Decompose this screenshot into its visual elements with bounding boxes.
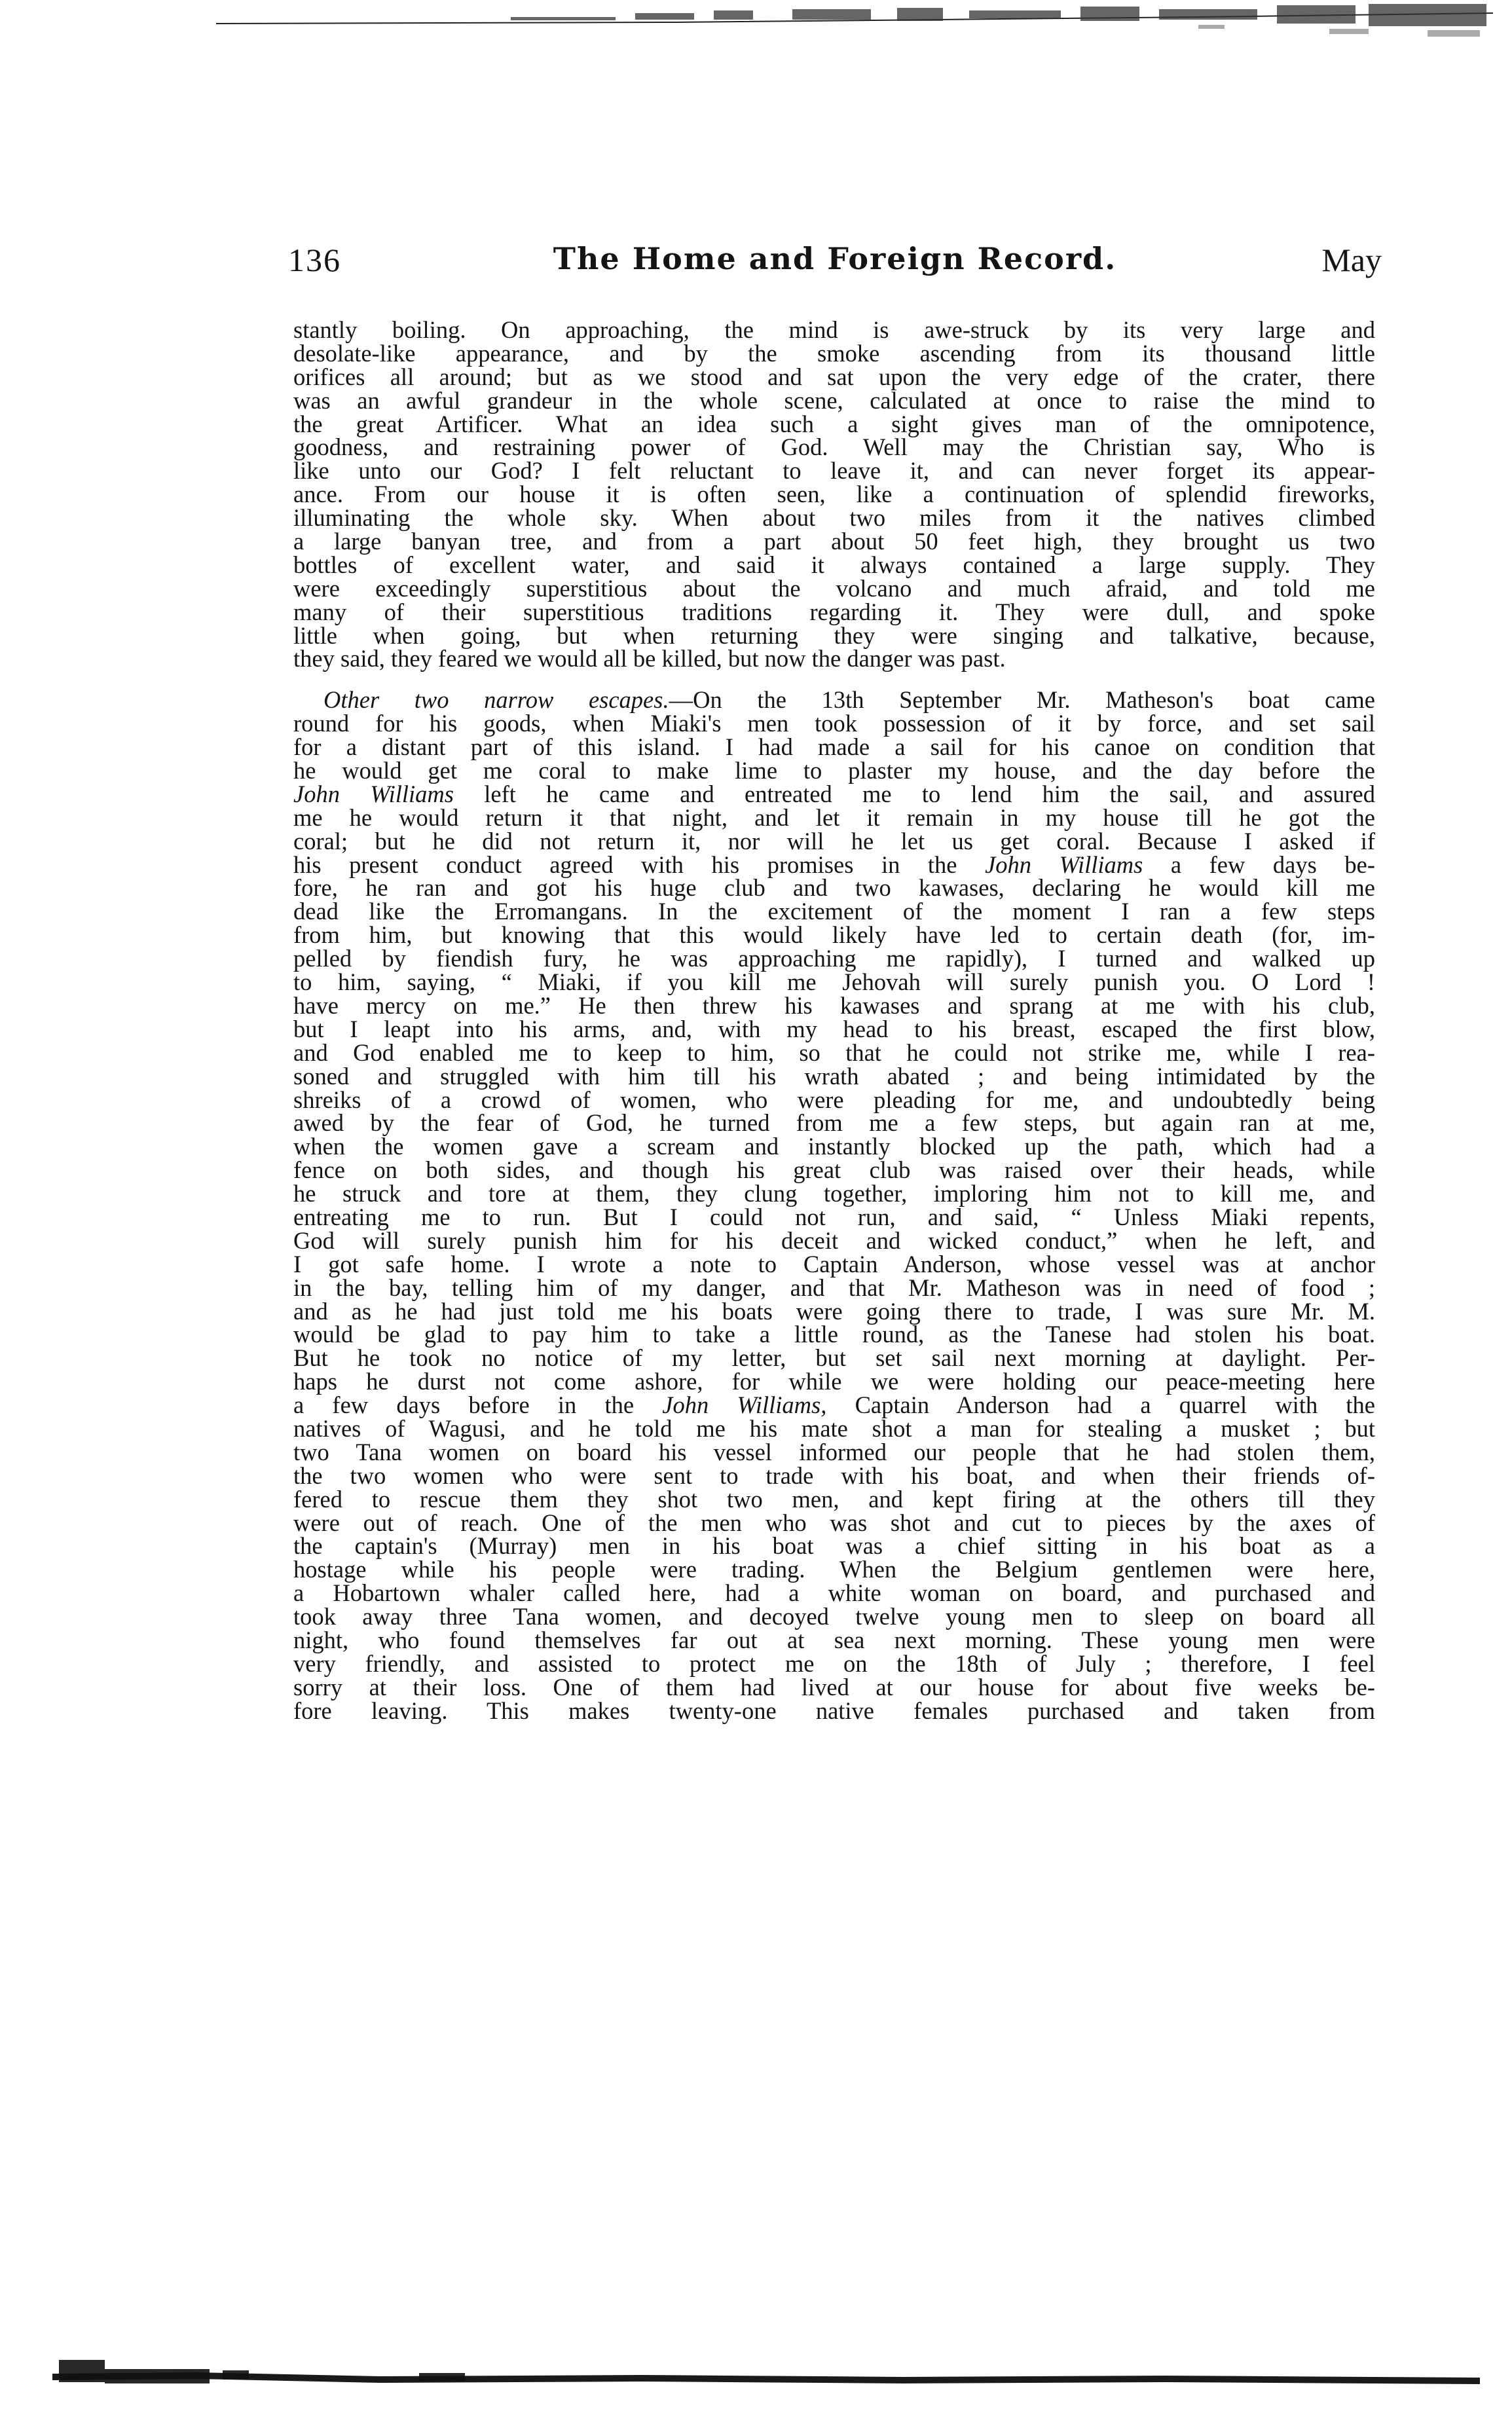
text-run: Captain Anderson had a quarrel with the [826,1391,1376,1419]
text-line [293,782,1375,806]
text-line: stantly boiling. On approaching, the mind is awe-struck by its very large and [293,316,1375,343]
text-line: but I leapt into his arms, and, with my head to his breast, escaped the first blow, [293,1015,1375,1042]
text-line: a Hobartown whaler called here, had a white woman on board, and purchased and [293,1579,1375,1607]
text-line: goodness, and restraining power of God. Well may the Christian say, Who is [293,433,1375,461]
text-line: the captain's (Murray) men in his boat was a chief sitting in his boat as a [293,1532,1375,1560]
text-run: left he came and entreated me to lend him the sail, and assured [453,780,1375,807]
text-line: haps he durst not come ashore, for while we were holding our peace-meeting here [293,1368,1375,1395]
text-line: like unto our God? I felt reluctant to leave it, and can never forget its appear- [293,457,1375,485]
text-line: pelled by fiendish fury, he was approaching me rapidly), I turned and walked up [293,945,1375,972]
text-line: were out of reach. One of the men who was shot and cut to pieces by the axes of [293,1509,1375,1536]
text-line: were exceedingly superstitious about the volcano and much afraid, and told me [293,574,1375,602]
text-line: from him, but knowing that this would likely have led to certain death (for, im- [293,921,1375,949]
text-line: would be glad to pay him to take a little round, as the Tanese had stolen his boat. [293,1321,1375,1348]
text-line: and as he had just told me his boats were going there to trade, I was sure Mr. M. [293,1297,1375,1325]
text-line: sorry at their loss. One of them had lived at our house for about five weeks be- [293,1673,1375,1701]
text-line: entreating me to run. But I could not run, and said, “ Unless Miaki repents, [293,1203,1375,1230]
paragraph [293,318,1375,671]
text-line: ance. From our house it is often seen, like a continuation of splendid fireworks, [293,481,1375,508]
text-line: awed by the fear of God, he turned from me a few steps, but again ran at me, [293,1109,1375,1137]
text-line: for a distant part of this island. I had made a sail for his canoe on condition that [293,733,1375,761]
paragraph-gap [293,671,1375,688]
text-line: he struck and tore at them, they clung together, imploring him not to kill me, and [293,1180,1375,1207]
text-line: shreiks of a crowd of women, who were pleading for me, and undoubtedly being [293,1086,1375,1113]
paragraph [293,688,1375,1722]
text-line: fore leaving. This makes twenty-one native females purchased and taken from [293,1697,1375,1724]
text-line: desolate-like appearance, and by the smoke ascending from its thousand little [293,339,1375,367]
text-line: took away three Tana women, and decoyed twelve young men to sleep on board all [293,1603,1375,1630]
ship-name: John Williams [985,851,1143,878]
text-line: coral; but he did not return it, nor will he let us get coral. Because I asked if [293,827,1375,855]
text-run: —On the 13th September Mr. Matheson's boat came [669,686,1375,714]
text-line [293,688,1375,712]
text-line: round for his goods, when Miaki's men took possession of it by force, and set sail [293,710,1375,737]
text-line: he would get me coral to make lime to plaster my house, and the day before the [293,757,1375,784]
page-header [288,241,1382,293]
text-line: was an awful grandeur in the whole scene, calculated at once to raise the mind to [293,386,1375,414]
scan-edge-bottom [52,2351,1480,2390]
text-line: in the bay, telling him of my danger, and that Mr. Matheson was in need of food ; [293,1274,1375,1301]
header-month: May [1321,242,1382,278]
text-line: I got safe home. I wrote a note to Captain Anderson, whose vessel was at anchor [293,1250,1375,1278]
text-line: a large banyan tree, and from a part about 50 feet high, they brought us two [293,528,1375,555]
text-line: when the women gave a scream and instantly blocked up the path, which had a [293,1133,1375,1160]
section-lead: Other two narrow escapes. [323,686,669,714]
scan-noise-top [216,4,1493,50]
ship-name: John Williams, [662,1391,827,1419]
text-line: soned and struggled with him till his wrath abated ; and being intimidated by the [293,1062,1375,1090]
text-line: the two women who were sent to trade with his boat, and when their friends of- [293,1462,1375,1489]
article-body [293,318,1375,1723]
page-number: 136 [288,242,341,278]
text-line: dead like the Erromangans. In the excitement of the moment I ran a few steps [293,898,1375,925]
text-line: two Tana women on board his vessel informed our people that he had stolen them, [293,1438,1375,1465]
text-line: to him, saying, “ Miaki, if you kill me Jehovah will surely punish you. O Lord ! [293,968,1375,996]
text-line: bottles of excellent water, and said it always contained a large supply. They [293,551,1375,578]
text-line: natives of Wagusi, and he told me his mate shot a man for stealing a musket ; but [293,1414,1375,1442]
text-line: illuminating the whole sky. When about two miles from it the natives climbed [293,504,1375,532]
text-line: God will surely punish him for his deceit and wicked conduct,” when he left, and [293,1226,1375,1254]
text-line: But he took no notice of my letter, but set sail next morning at daylight. Per- [293,1344,1375,1372]
text-run: his present conduct agreed with his promises in the [293,851,986,878]
text-line [293,853,1375,877]
text-line: very friendly, and assisted to protect me on the 18th of July ; therefore, I feel [293,1649,1375,1677]
running-title: The Home and Foreign Record. [553,241,1117,276]
text-line: night, who found themselves far out at sea next morning. These young men were [293,1626,1375,1653]
text-line: the great Artificer. What an idea such a sight gives man of the omnipotence, [293,410,1375,437]
text-line: little when going, but when returning they were singing and talkative, because, [293,621,1375,649]
text-line: have mercy on me.” He then threw his kawases and sprang at me with his club, [293,991,1375,1019]
text-line: and God enabled me to keep to him, so that he could not strike me, while I rea- [293,1039,1375,1066]
text-line: fore, he ran and got his huge club and two kawases, declaring he would kill me [293,874,1375,902]
text-line: fered to rescue them they shot two men, and kept firing at the others till they [293,1485,1375,1513]
text-line [293,1393,1375,1417]
text-line: me he would return it that night, and let it remain in my house till he got the [293,803,1375,831]
text-line: orifices all around; but as we stood and sat upon the very edge of the crater, there [293,363,1375,390]
text-line: they said, they feared we would all be killed, but now the danger was past. [293,645,1006,672]
text-line: hostage while his people were trading. When the Belgium gentlemen were here, [293,1556,1375,1583]
text-line: many of their superstitious traditions regarding it. They were dull, and spoke [293,598,1375,625]
text-run: a few days be- [1143,851,1375,878]
text-run: a few days before in the [293,1391,663,1419]
text-line: fence on both sides, and though his great club was raised over their heads, while [293,1156,1375,1184]
ship-name: John Williams [293,780,454,807]
